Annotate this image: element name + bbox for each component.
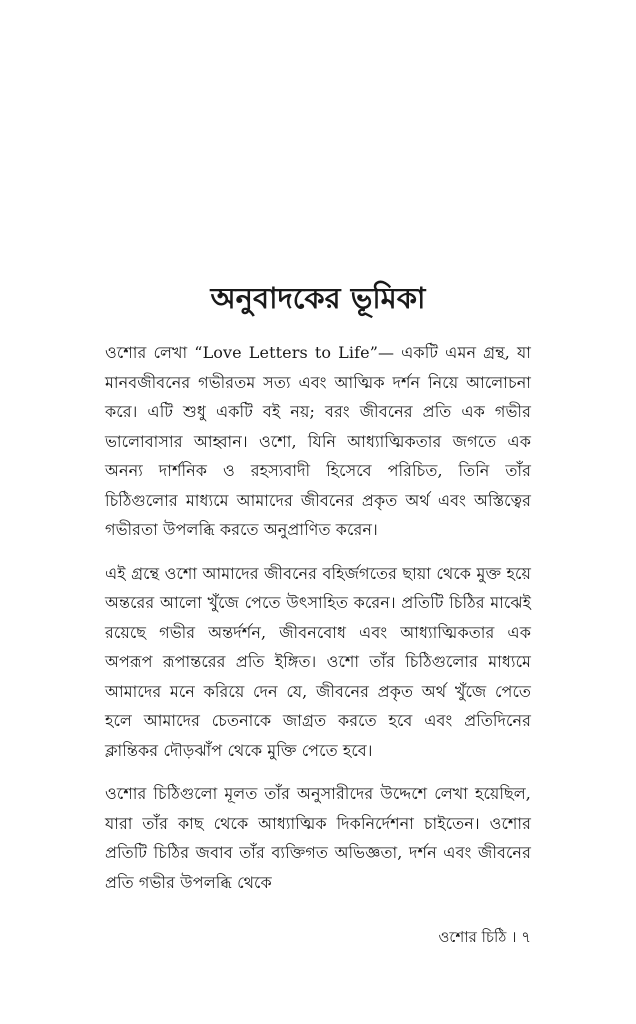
- page-footer: ওশোর চিঠি । ৭: [438, 928, 531, 946]
- paragraph-1: ওশোর লেখা “Love Letters to Life”— একটি এমন গ্রন্থ, যা মানবজীবনের গভীরতম সত্য এবং আত্মিক দর্শন নিয়ে আলোচনা করে। এটি শুধু একটি বই নয়; বরং জীবনের প্রতি এক গভীর ভালোবাসার আহ্বান। ওশো, যিনি আধ্যাত্মিকতার জগতে এক অনন্য দার্শনিক ও রহস্যবাদী হিসেবে পরিচিত, তিনি তাঁর চিঠিগুলোর মাধ্যমে আমাদের জীবনের প্রকৃত অর্থ এবং অস্তিত্বের গভীরতা উপলব্ধি করতে অনুপ্রাণিত করেন।: [105, 343, 531, 539]
- body-text: [105, 338, 531, 911]
- paragraph-2: এই গ্রন্থে ওশো আমাদের জীবনের বহির্জগতের ছায়া থেকে মুক্ত হয়ে অন্তরের আলো খুঁজে পেতে উৎসাহিত করেন। প্রতিটি চিঠির মাঝেই রয়েছে গভীর অন্তর্দর্শন, জীবনবোধ এবং আধ্যাত্মিকতার এক অপরূপ রূপান্তরের প্রতি ইঙ্গিত। ওশো তাঁর চিঠিগুলোর মাধ্যমে আমাদের মনে করিয়ে দেন যে, জীবনের প্রকৃত অর্থ খুঁজে পেতে হলে আমাদের চেতনাকে জাগ্রত করতে হবে এবং প্রতিদিনের ক্লান্তিকর দৌড়ঝাঁপ থেকে মুক্তি পেতে হবে।: [105, 563, 531, 760]
- chapter-title: অনুবাদকের ভূমিকা: [210, 281, 426, 315]
- paragraph-3: ওশোর চিঠিগুলো মূলত তাঁর অনুসারীদের উদ্দেশে লেখা হয়েছিল, যারা তাঁর কাছ থেকে আধ্যাত্মিক দিকনির্দেশনা চাইতেন। ওশোর প্রতিটি চিঠির জবাব তাঁর ব্যক্তিগত অভিজ্ঞতা, দর্শন এবং জীবনের প্রতি গভীর উপলব্ধি থেকে: [105, 784, 531, 892]
